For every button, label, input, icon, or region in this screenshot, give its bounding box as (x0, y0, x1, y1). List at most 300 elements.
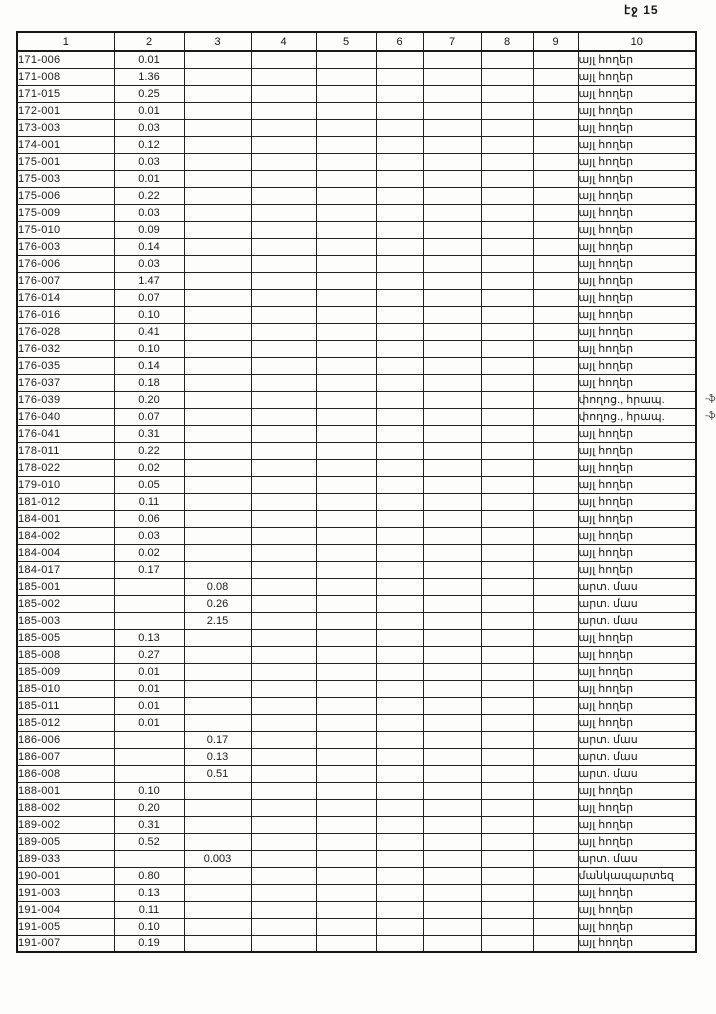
table-row (17, 663, 696, 680)
land-type-cell: փողոց., հրապ. -ֆ (578, 408, 696, 425)
table-row (17, 476, 696, 493)
col4-cell (251, 153, 316, 170)
col7-cell (423, 459, 481, 476)
area-col3-cell (184, 51, 251, 68)
col5-cell (316, 663, 376, 680)
col5-cell (316, 544, 376, 561)
area-col3-cell (184, 816, 251, 833)
col7-cell (423, 561, 481, 578)
col8-cell (481, 765, 533, 782)
col6-cell (376, 187, 423, 204)
area-col3-cell: 0.51 (184, 765, 251, 782)
parcel-code-cell: 184-001 (17, 510, 114, 527)
area-col3-cell (184, 391, 251, 408)
col6-cell (376, 748, 423, 765)
area-col2-cell: 0.52 (114, 833, 184, 850)
table-row (17, 799, 696, 816)
col8-cell (481, 850, 533, 867)
table-row (17, 578, 696, 595)
col6-cell (376, 935, 423, 952)
area-col3-cell: 0.08 (184, 578, 251, 595)
col8-cell (481, 51, 533, 68)
col7-cell (423, 833, 481, 850)
land-type-cell: այլ հողեր (578, 51, 696, 68)
area-col2-cell: 0.01 (114, 697, 184, 714)
col8-cell (481, 799, 533, 816)
table-body (17, 51, 716, 952)
col7-cell (423, 629, 481, 646)
col6-cell (376, 663, 423, 680)
col4-cell (251, 629, 316, 646)
table-row (17, 697, 696, 714)
col7-cell (423, 714, 481, 731)
parcel-code-cell: 178-022 (17, 459, 114, 476)
area-col2-cell: 0.27 (114, 646, 184, 663)
parcel-code-cell: 185-005 (17, 629, 114, 646)
col8-cell (481, 867, 533, 884)
area-col2-cell: 0.02 (114, 459, 184, 476)
table-row (17, 935, 696, 952)
area-col3-cell (184, 646, 251, 663)
column-header: 8 (481, 32, 533, 51)
col7-cell (423, 51, 481, 68)
area-col3-cell (184, 102, 251, 119)
table-row (17, 102, 696, 119)
col4-cell (251, 544, 316, 561)
col8-cell (481, 408, 533, 425)
table-row (17, 255, 696, 272)
area-col2-cell: 0.11 (114, 901, 184, 918)
col6-cell (376, 102, 423, 119)
parcel-code-cell: 176-003 (17, 238, 114, 255)
col5-cell (316, 153, 376, 170)
col5-cell (316, 68, 376, 85)
col4-cell (251, 561, 316, 578)
col4-cell (251, 187, 316, 204)
col6-cell (376, 374, 423, 391)
col9-cell (533, 527, 578, 544)
col8-cell (481, 153, 533, 170)
table-row (17, 51, 696, 68)
col7-cell (423, 102, 481, 119)
col4-cell (251, 765, 316, 782)
col8-cell (481, 442, 533, 459)
area-col2-cell: 0.31 (114, 816, 184, 833)
table-row (17, 561, 696, 578)
land-type-cell: այլ հողեր (578, 629, 696, 646)
col6-cell (376, 238, 423, 255)
table-row (17, 918, 696, 935)
parcel-code-cell: 185-002 (17, 595, 114, 612)
parcel-code-cell: 175-009 (17, 204, 114, 221)
area-col3-cell: 0.26 (184, 595, 251, 612)
area-col3-cell (184, 544, 251, 561)
col6-cell (376, 408, 423, 425)
parcel-code-cell: 186-008 (17, 765, 114, 782)
table-row (17, 782, 696, 799)
col4-cell (251, 578, 316, 595)
col5-cell (316, 204, 376, 221)
table-row (17, 901, 696, 918)
col5-cell (316, 51, 376, 68)
col8-cell (481, 663, 533, 680)
area-col3-cell (184, 289, 251, 306)
col6-cell (376, 561, 423, 578)
area-col3-cell (184, 136, 251, 153)
col7-cell (423, 935, 481, 952)
land-type-cell: այլ հողեր (578, 102, 696, 119)
col8-cell (481, 272, 533, 289)
col8-cell (481, 561, 533, 578)
col5-cell (316, 629, 376, 646)
col4-cell (251, 646, 316, 663)
col9-cell (533, 714, 578, 731)
area-col3-cell (184, 714, 251, 731)
col8-cell (481, 340, 533, 357)
land-type-cell: այլ հողեր (578, 255, 696, 272)
land-type-cell: այլ հողեր (578, 136, 696, 153)
area-col3-cell (184, 867, 251, 884)
col9-cell (533, 391, 578, 408)
land-type-cell: այլ հողեր (578, 459, 696, 476)
col7-cell (423, 884, 481, 901)
land-type-cell: այլ հողեր (578, 204, 696, 221)
parcel-code-cell: 176-035 (17, 357, 114, 374)
col4-cell (251, 731, 316, 748)
col5-cell (316, 731, 376, 748)
col5-cell (316, 221, 376, 238)
parcel-code-cell: 189-002 (17, 816, 114, 833)
land-type-cell: այլ հողեր (578, 544, 696, 561)
col4-cell (251, 340, 316, 357)
table-row (17, 340, 696, 357)
col4-cell (251, 680, 316, 697)
col4-cell (251, 595, 316, 612)
col5-cell (316, 323, 376, 340)
col8-cell (481, 187, 533, 204)
area-col3-cell (184, 935, 251, 952)
area-col2-cell: 0.13 (114, 629, 184, 646)
col6-cell (376, 425, 423, 442)
col5-cell (316, 901, 376, 918)
parcel-code-cell: 189-005 (17, 833, 114, 850)
col9-cell (533, 867, 578, 884)
col8-cell (481, 510, 533, 527)
parcel-code-cell: 190-001 (17, 867, 114, 884)
col7-cell (423, 867, 481, 884)
land-type-cell: այլ հողեր (578, 493, 696, 510)
col8-cell (481, 374, 533, 391)
col7-cell (423, 578, 481, 595)
col5-cell (316, 238, 376, 255)
area-col2-cell: 0.05 (114, 476, 184, 493)
land-type-cell: այլ հողեր (578, 901, 696, 918)
area-col3-cell (184, 782, 251, 799)
col9-cell (533, 493, 578, 510)
col4-cell (251, 459, 316, 476)
col6-cell (376, 612, 423, 629)
area-col3-cell (184, 561, 251, 578)
col8-cell (481, 833, 533, 850)
col9-cell (533, 187, 578, 204)
col7-cell (423, 136, 481, 153)
col4-cell (251, 374, 316, 391)
parcel-code-cell: 174-001 (17, 136, 114, 153)
area-col3-cell (184, 374, 251, 391)
table-row (17, 238, 696, 255)
col7-cell (423, 663, 481, 680)
land-type-cell: այլ հողեր (578, 918, 696, 935)
col4-cell (251, 918, 316, 935)
col9-cell (533, 272, 578, 289)
col4-cell (251, 391, 316, 408)
col6-cell (376, 272, 423, 289)
table-row (17, 153, 696, 170)
area-col2-cell (114, 765, 184, 782)
area-col3-cell (184, 799, 251, 816)
col6-cell (376, 714, 423, 731)
area-col2-cell: 0.03 (114, 527, 184, 544)
table-row (17, 204, 696, 221)
area-col2-cell: 0.25 (114, 85, 184, 102)
table-row (17, 765, 696, 782)
land-type-cell: մանկապարտեզ (578, 867, 696, 884)
col4-cell (251, 833, 316, 850)
col5-cell (316, 170, 376, 187)
col7-cell (423, 901, 481, 918)
col6-cell (376, 340, 423, 357)
area-col3-cell (184, 221, 251, 238)
col7-cell (423, 85, 481, 102)
col5-cell (316, 527, 376, 544)
col7-cell (423, 476, 481, 493)
col7-cell (423, 119, 481, 136)
area-col2-cell: 0.01 (114, 680, 184, 697)
col8-cell (481, 238, 533, 255)
col6-cell (376, 289, 423, 306)
col9-cell (533, 850, 578, 867)
parcel-code-cell: 188-002 (17, 799, 114, 816)
col4-cell (251, 306, 316, 323)
area-col2-cell: 0.03 (114, 153, 184, 170)
land-type-cell: այլ հողեր (578, 646, 696, 663)
land-type-cell: այլ հողեր (578, 170, 696, 187)
col6-cell (376, 799, 423, 816)
area-col2-cell: 0.41 (114, 323, 184, 340)
col5-cell (316, 289, 376, 306)
land-type-cell: այլ հողեր (578, 425, 696, 442)
col4-cell (251, 255, 316, 272)
area-col3-cell (184, 204, 251, 221)
column-header: 4 (251, 32, 316, 51)
col6-cell (376, 578, 423, 595)
table-row (17, 136, 696, 153)
col9-cell (533, 340, 578, 357)
col9-cell (533, 884, 578, 901)
col4-cell (251, 102, 316, 119)
area-col2-cell: 0.01 (114, 663, 184, 680)
col9-cell (533, 901, 578, 918)
col9-cell (533, 595, 578, 612)
col5-cell (316, 612, 376, 629)
area-col2-cell: 0.10 (114, 918, 184, 935)
parcel-code-cell: 176-028 (17, 323, 114, 340)
table-row (17, 289, 696, 306)
col6-cell (376, 221, 423, 238)
area-col3-cell (184, 680, 251, 697)
col7-cell (423, 340, 481, 357)
area-col3-cell (184, 833, 251, 850)
col8-cell (481, 476, 533, 493)
area-col2-cell: 0.03 (114, 119, 184, 136)
col7-cell (423, 595, 481, 612)
land-type-cell: այլ հողեր (578, 782, 696, 799)
parcel-code-cell: 176-037 (17, 374, 114, 391)
parcel-code-cell: 175-001 (17, 153, 114, 170)
table-row (17, 323, 696, 340)
col5-cell (316, 714, 376, 731)
col6-cell (376, 646, 423, 663)
land-type-cell: այլ հողեր (578, 119, 696, 136)
col7-cell (423, 221, 481, 238)
col7-cell (423, 323, 481, 340)
col7-cell (423, 204, 481, 221)
area-col3-cell (184, 510, 251, 527)
col9-cell (533, 935, 578, 952)
col8-cell (481, 459, 533, 476)
col4-cell (251, 850, 316, 867)
col9-cell (533, 459, 578, 476)
col4-cell (251, 68, 316, 85)
col7-cell (423, 680, 481, 697)
area-col2-cell: 0.07 (114, 408, 184, 425)
column-header: 6 (376, 32, 423, 51)
area-col3-cell (184, 476, 251, 493)
col6-cell (376, 204, 423, 221)
area-col2-cell: 0.01 (114, 170, 184, 187)
area-col3-cell: 0.17 (184, 731, 251, 748)
col9-cell (533, 816, 578, 833)
col6-cell (376, 765, 423, 782)
parcel-code-cell: 171-008 (17, 68, 114, 85)
col5-cell (316, 646, 376, 663)
land-type-cell: այլ հողեր (578, 153, 696, 170)
table-row (17, 187, 696, 204)
area-col3-cell (184, 442, 251, 459)
col6-cell (376, 782, 423, 799)
col8-cell (481, 646, 533, 663)
col4-cell (251, 527, 316, 544)
col6-cell (376, 697, 423, 714)
col5-cell (316, 578, 376, 595)
parcel-code-cell: 185-012 (17, 714, 114, 731)
col9-cell (533, 629, 578, 646)
col6-cell (376, 544, 423, 561)
area-col3-cell (184, 272, 251, 289)
col6-cell (376, 391, 423, 408)
col8-cell (481, 748, 533, 765)
area-col2-cell (114, 578, 184, 595)
table-row (17, 221, 696, 238)
table-row (17, 595, 696, 612)
col7-cell (423, 374, 481, 391)
col9-cell (533, 136, 578, 153)
col5-cell (316, 306, 376, 323)
col5-cell (316, 340, 376, 357)
col9-cell (533, 425, 578, 442)
col6-cell (376, 68, 423, 85)
area-col2-cell: 0.03 (114, 204, 184, 221)
area-col2-cell: 0.80 (114, 867, 184, 884)
col6-cell (376, 51, 423, 68)
parcel-code-cell: 185-003 (17, 612, 114, 629)
table-row (17, 85, 696, 102)
area-col2-cell: 0.13 (114, 884, 184, 901)
parcel-code-cell: 185-010 (17, 680, 114, 697)
col7-cell (423, 850, 481, 867)
area-col3-cell (184, 408, 251, 425)
col4-cell (251, 357, 316, 374)
col9-cell (533, 102, 578, 119)
land-type-cell: այլ հողեր (578, 340, 696, 357)
col4-cell (251, 867, 316, 884)
col9-cell (533, 374, 578, 391)
col8-cell (481, 255, 533, 272)
col8-cell (481, 527, 533, 544)
col9-cell (533, 765, 578, 782)
column-header: 5 (316, 32, 376, 51)
col7-cell (423, 68, 481, 85)
col8-cell (481, 493, 533, 510)
col4-cell (251, 170, 316, 187)
parcel-code-cell: 191-003 (17, 884, 114, 901)
land-type-cell: այլ հողեր (578, 306, 696, 323)
table-row (17, 731, 696, 748)
col8-cell (481, 731, 533, 748)
land-type-cell: արտ. մաս (578, 850, 696, 867)
parcel-code-cell: 171-006 (17, 51, 114, 68)
col7-cell (423, 646, 481, 663)
land-type-cell: արտ. մաս (578, 765, 696, 782)
table-row (17, 646, 696, 663)
area-col2-cell: 0.01 (114, 714, 184, 731)
col5-cell (316, 510, 376, 527)
col8-cell (481, 357, 533, 374)
area-col2-cell (114, 595, 184, 612)
col4-cell (251, 884, 316, 901)
land-type-cell: այլ հողեր (578, 476, 696, 493)
col9-cell (533, 170, 578, 187)
col7-cell (423, 612, 481, 629)
land-type-cell: այլ հողեր (578, 799, 696, 816)
col8-cell (481, 595, 533, 612)
land-type-cell: այլ հողեր (578, 442, 696, 459)
land-type-cell: այլ հողեր (578, 85, 696, 102)
col5-cell (316, 680, 376, 697)
col5-cell (316, 476, 376, 493)
parcel-code-cell: 175-010 (17, 221, 114, 238)
col9-cell (533, 238, 578, 255)
col8-cell (481, 170, 533, 187)
parcel-code-cell: 184-004 (17, 544, 114, 561)
col6-cell (376, 323, 423, 340)
col5-cell (316, 850, 376, 867)
col4-cell (251, 238, 316, 255)
table-row (17, 680, 696, 697)
col8-cell (481, 425, 533, 442)
land-type-cell: փողոց., հրապ. -ֆ (578, 391, 696, 408)
area-col3-cell (184, 918, 251, 935)
